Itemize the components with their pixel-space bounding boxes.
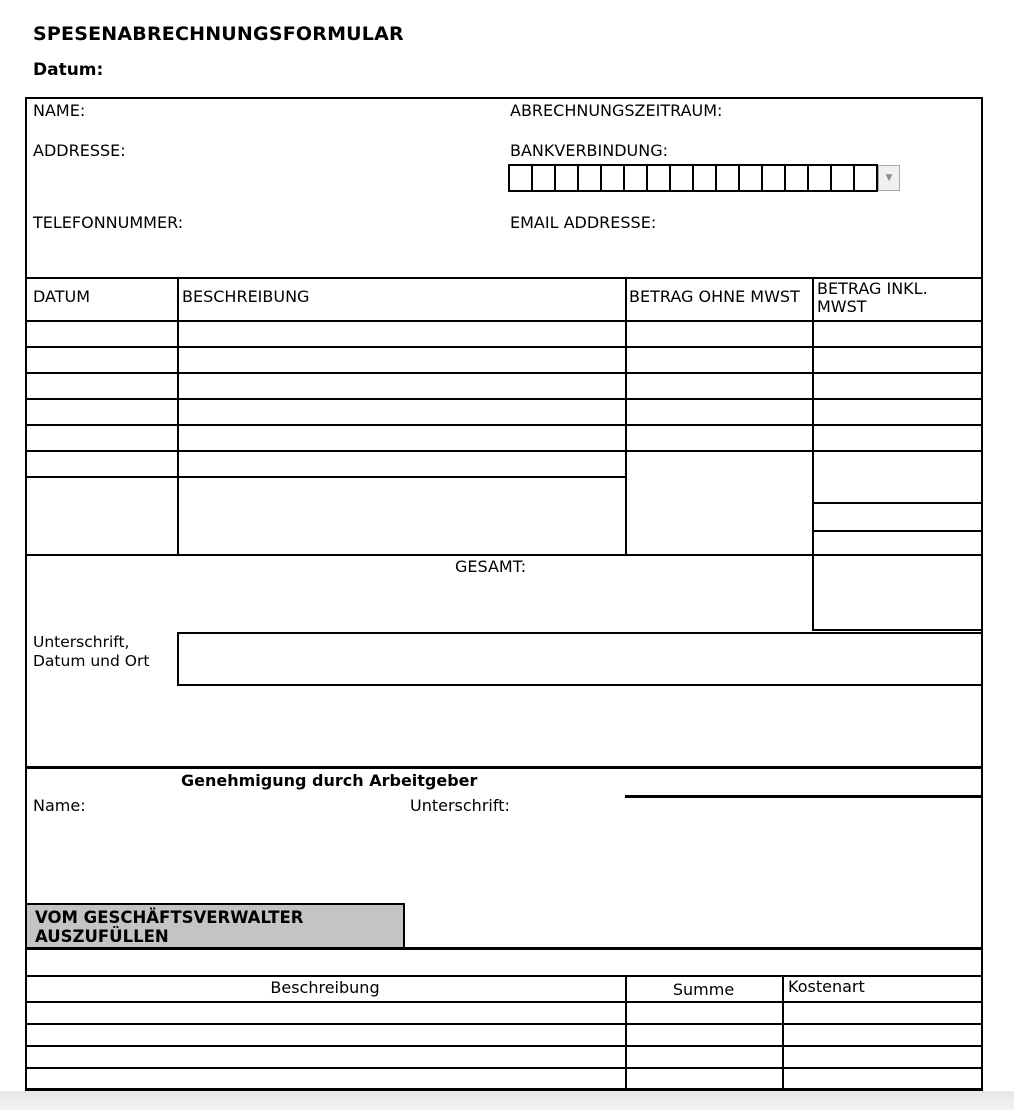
- expense-cell-r3-datum[interactable]: [27, 374, 177, 398]
- expense-cell-r4-beschreibung[interactable]: [179, 400, 625, 424]
- grid-line: [25, 1088, 983, 1091]
- bank-char-box[interactable]: [623, 164, 648, 192]
- expense-header-beschreibung: BESCHREIBUNG: [182, 287, 310, 306]
- period-label: ABRECHNUNGSZEITRAUM:: [510, 101, 723, 120]
- admin-cell-r2-summe[interactable]: [627, 1025, 780, 1043]
- chevron-down-icon: ▼: [885, 173, 893, 183]
- expense-cell-betrag-inkl-a[interactable]: [814, 452, 981, 500]
- grid-line: [812, 629, 983, 631]
- expense-cell-r1-datum[interactable]: [27, 322, 177, 346]
- expense-header-betrag-ohne-mwst: BETRAG OHNE MWST: [629, 287, 800, 306]
- admin-cell-r1-summe[interactable]: [627, 1003, 780, 1021]
- bank-char-box[interactable]: [646, 164, 671, 192]
- name-label: NAME:: [33, 101, 86, 120]
- expense-cell-r5-betrag-ohne[interactable]: [627, 426, 810, 450]
- expense-cell-r4-betrag-inkl[interactable]: [814, 400, 981, 424]
- bank-char-box[interactable]: [853, 164, 878, 192]
- expense-cell-r2-beschreibung[interactable]: [179, 348, 625, 372]
- grid-line: [25, 277, 983, 279]
- admin-header-summe: Summe: [672, 980, 735, 999]
- grid-line: [25, 766, 983, 769]
- expense-cell-r5-betrag-inkl[interactable]: [814, 426, 981, 450]
- admin-cell-r4-kostenart[interactable]: [784, 1069, 979, 1087]
- expense-cell-r5-beschreibung[interactable]: [179, 426, 625, 450]
- grid-line: [981, 97, 983, 1091]
- bank-char-box[interactable]: [508, 164, 533, 192]
- admin-cell-r2-beschreibung[interactable]: [27, 1025, 623, 1043]
- page-bottom-edge: [0, 1091, 1014, 1110]
- admin-cell-r2-kostenart[interactable]: [784, 1025, 979, 1043]
- approval-signature-line[interactable]: [625, 795, 983, 798]
- admin-cell-r3-beschreibung[interactable]: [27, 1047, 623, 1065]
- expense-cell-r2-betrag-ohne[interactable]: [627, 348, 810, 372]
- bank-dropdown-button[interactable]: [878, 165, 900, 191]
- expense-cell-r1-betrag-inkl[interactable]: [814, 322, 981, 346]
- expense-cell-r5-datum[interactable]: [27, 426, 177, 450]
- phone-label: TELEFONNUMMER:: [33, 213, 184, 232]
- bank-char-box[interactable]: [761, 164, 786, 192]
- approval-heading: Genehmigung durch Arbeitgeber: [181, 771, 478, 790]
- admin-cell-r4-summe[interactable]: [627, 1069, 780, 1087]
- bank-char-box[interactable]: [830, 164, 855, 192]
- admin-cell-r3-kostenart[interactable]: [784, 1047, 979, 1065]
- bank-char-box[interactable]: [600, 164, 625, 192]
- bank-char-box[interactable]: [715, 164, 740, 192]
- expense-cell-r2-datum[interactable]: [27, 348, 177, 372]
- expense-header-betrag-inkl-mwst: BETRAG INKL. MWST: [817, 279, 928, 316]
- expense-cell-r6-beschreibung[interactable]: [179, 452, 625, 474]
- admin-section-heading-box: VOM GESCHÄFTSVERWALTER AUSZUFÜLLEN: [25, 903, 405, 949]
- expense-cell-r7-beschreibung[interactable]: [179, 478, 625, 552]
- expense-cell-r2-betrag-inkl[interactable]: [814, 348, 981, 372]
- expense-cell-r1-betrag-ohne[interactable]: [627, 322, 810, 346]
- signature-datum-ort-box[interactable]: [177, 632, 983, 686]
- grid-line: [25, 975, 983, 977]
- bank-char-box[interactable]: [669, 164, 694, 192]
- expense-cell-r1-beschreibung[interactable]: [179, 322, 625, 346]
- expense-header-datum: DATUM: [33, 287, 91, 306]
- date-label: Datum:: [33, 60, 104, 80]
- expense-cell-r3-betrag-inkl[interactable]: [814, 374, 981, 398]
- approval-name-label: Name:: [33, 796, 86, 815]
- bank-label: BANKVERBINDUNG:: [510, 141, 669, 160]
- bank-char-box[interactable]: [692, 164, 717, 192]
- expense-cell-r7-datum[interactable]: [27, 478, 177, 552]
- signature-label: Unterschrift, Datum und Ort: [33, 633, 150, 670]
- bank-char-box[interactable]: [554, 164, 579, 192]
- expense-cell-r4-betrag-ohne[interactable]: [627, 400, 810, 424]
- address-label: ADDRESSE:: [33, 141, 126, 160]
- expense-cell-r6-datum[interactable]: [27, 452, 177, 474]
- admin-cell-r4-beschreibung[interactable]: [27, 1069, 623, 1087]
- admin-cell-r1-beschreibung[interactable]: [27, 1003, 623, 1021]
- page-title: SPESENABRECHNUNGSFORMULAR: [33, 23, 404, 45]
- email-label: EMAIL ADDRESSE:: [510, 213, 657, 232]
- admin-cell-r3-summe[interactable]: [627, 1047, 780, 1065]
- grid-line: [25, 97, 983, 99]
- bank-code-boxes: [508, 164, 900, 192]
- admin-header-kostenart: Kostenart: [788, 977, 865, 996]
- total-label: GESAMT:: [455, 557, 527, 576]
- admin-cell-r1-kostenart[interactable]: [784, 1003, 979, 1021]
- expense-cell-betrag-inkl-b[interactable]: [814, 504, 981, 528]
- expense-cell-r3-beschreibung[interactable]: [179, 374, 625, 398]
- admin-spacer-row[interactable]: [27, 950, 981, 973]
- approval-signature-label: Unterschrift:: [410, 796, 510, 815]
- expense-cell-r3-betrag-ohne[interactable]: [627, 374, 810, 398]
- grid-line: [25, 97, 27, 1091]
- bank-char-box[interactable]: [784, 164, 809, 192]
- expense-cell-r4-datum[interactable]: [27, 400, 177, 424]
- bank-char-box[interactable]: [531, 164, 556, 192]
- expense-cell-betrag-ohne-merged[interactable]: [627, 452, 810, 552]
- bank-char-box[interactable]: [807, 164, 832, 192]
- expense-cell-betrag-inkl-c[interactable]: [814, 532, 981, 552]
- expense-total-amount-cell[interactable]: [814, 556, 981, 627]
- bank-char-box[interactable]: [577, 164, 602, 192]
- bank-char-box[interactable]: [738, 164, 763, 192]
- admin-header-beschreibung: Beschreibung: [270, 978, 380, 997]
